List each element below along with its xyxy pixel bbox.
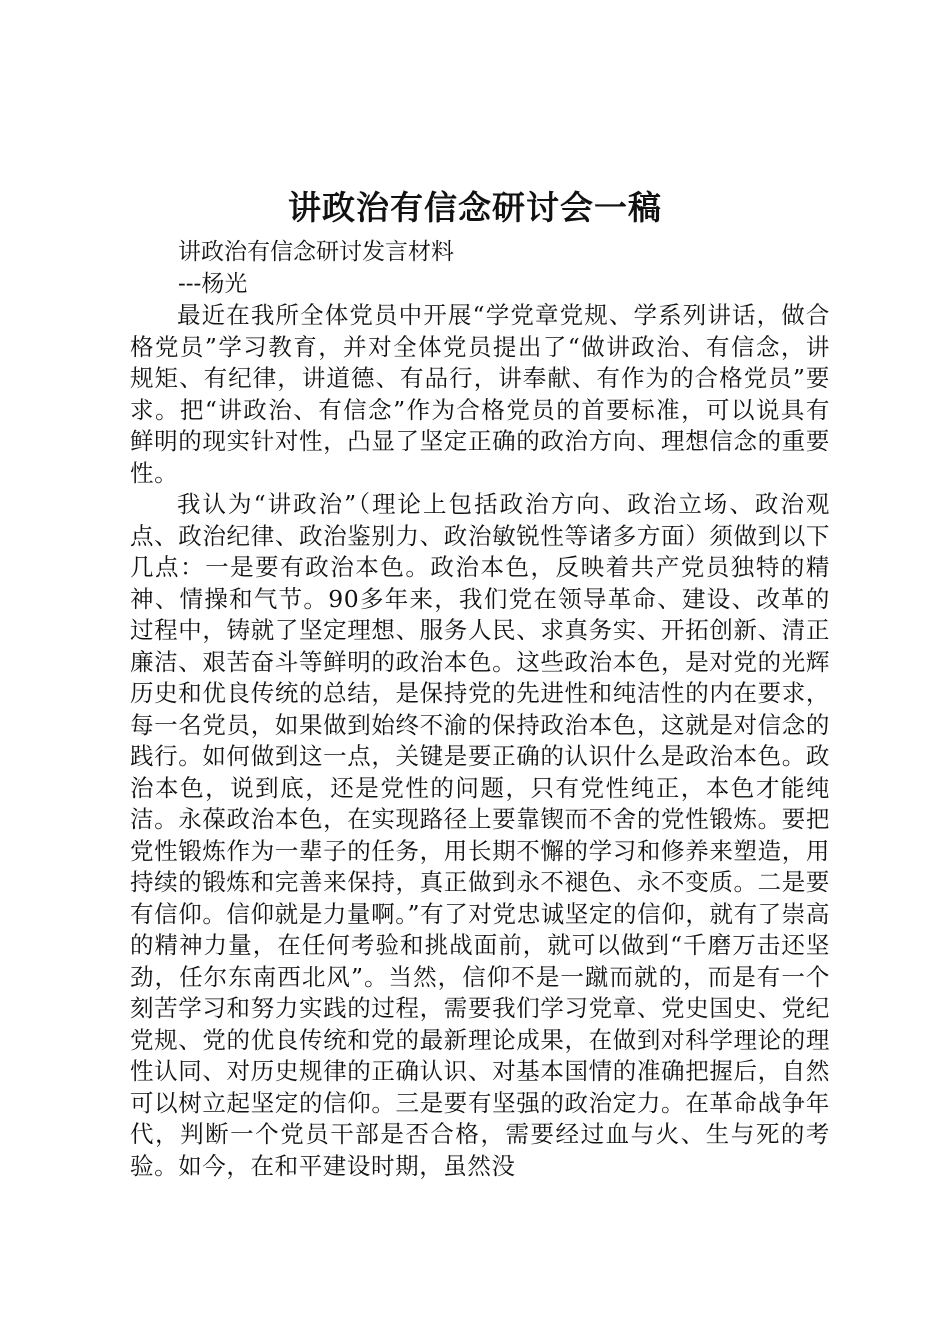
document-body <box>130 300 830 1182</box>
document-subtitle: 讲政治有信念研讨发言材料 <box>178 239 454 265</box>
body-paragraph: 我认为“讲政治”（理论上包括政治方向、政治立场、政治观点、政治纪律、政治鉴别力、政治敏锐性等诸多方面）须做到以下几点：一是要有政治本色。政治本色，反映着共产党员独特的精神、情操和气节。90多年来，我们党在领导革命、建设、改革的过程中，铸就了坚定理想、服务人民、求真务实、开拓创新、清正廉洁、艰苦奋斗等鲜明的政治本色。这些政治本色，是对党的光辉历史和优良传统的总结，是保持党的先进性和纯洁性的内在要求，每一名党员，如果做到始终不渝的保持政治本色，这就是对信念的践行。如何做到这一点，关键是要正确的认识什么是政治本色。政治本色，说到底，还是党性的问题，只有党性纯正，本色才能纯洁。永葆政治本色，在实现路径上要靠锲而不舍的党性锻炼。要把党性锻炼作为一辈子的任务，用长期不懈的学习和修养来塑造，用持续的锻炼和完善来保持，真正做到永不褪色、永不变质。二是要有信仰。信仰就是力量啊。”有了对党忠诚坚定的信仰，就有了崇高的精神力量，在任何考验和挑战面前，就可以做到“千磨万击还坚劲，任尔东南西北风”。当然，信仰不是一蹴而就的，而是有一个刻苦学习和努力实践的过程，需要我们学习党章、党史国史、党纪党规、党的优良传统和党的最新理论成果，在做到对科学理论的理性认同、对历史规律的正确认识、对基本国情的准确把握后，自然可以树立起坚定的信仰。三是要有坚强的政治定力。在革命战争年代，判断一个党员干部是否合格，需要经过血与火、生与死的考验。如今，在和平建设时期，虽然没 <box>130 490 830 1180</box>
document-title: 讲政治有信念研讨会一稿 <box>288 188 662 227</box>
body-paragraph: 最近在我所全体党员中开展“学党章党规、学系列讲话，做合格党员”学习教育，并对全体党员提出了“做讲政治、有信念，讲规矩、有纪律，讲道德、有品行，讲奉献、有作为的合格党员”要求。把“讲政治、有信念”作为合格党员的首要标准，可以说具有鲜明的现实针对性，凸显了坚定正确的政治方向、理想信念的重要性。 <box>130 301 830 487</box>
document-author: ---杨光 <box>178 271 248 297</box>
